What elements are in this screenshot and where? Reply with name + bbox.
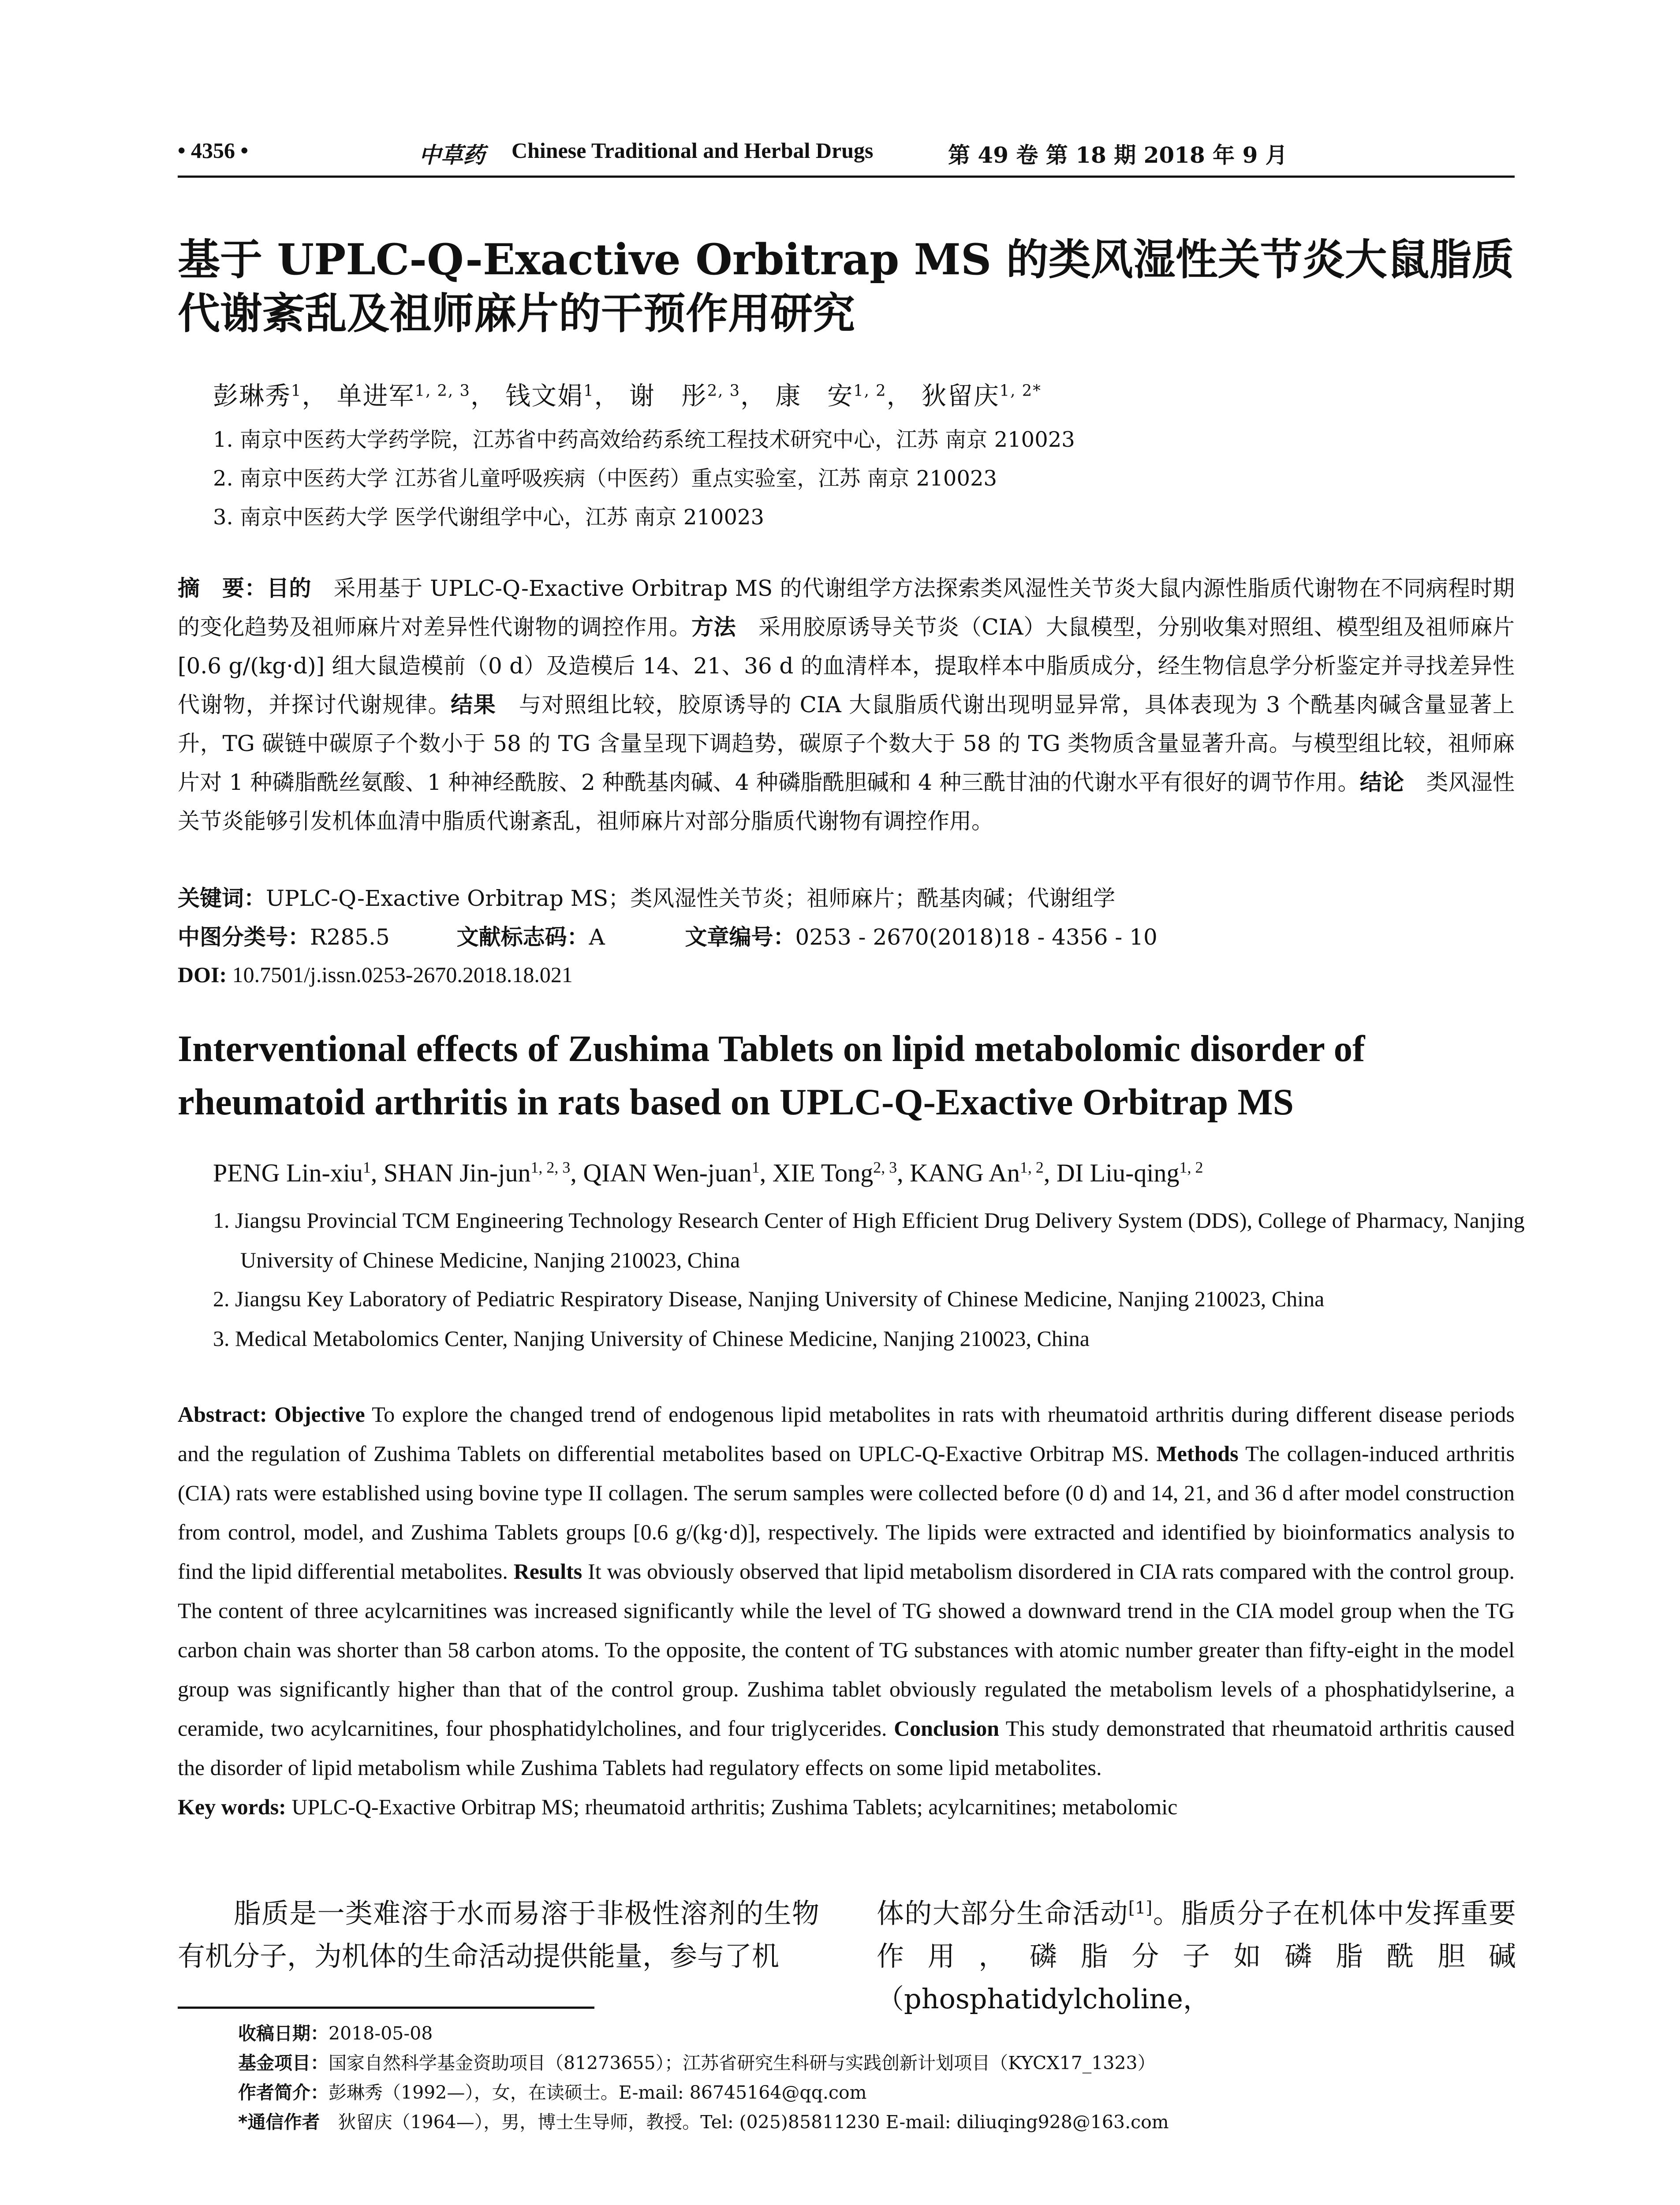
footnote-rule	[178, 2007, 594, 2009]
header-rule	[178, 176, 1515, 178]
affiliation-cn: 1. 南京中医药大学药学院，江苏省中药高效给药系统工程技术研究中心，江苏 南京 210023	[213, 427, 1075, 452]
footnote-received: 收稿日期：2018-05-08	[238, 2023, 433, 2044]
footnote-funding: 基金项目：国家自然科学基金资助项目（81273655）；江苏省研究生科研与实践创新计划项目（KYCX17_1323）	[238, 2052, 1156, 2074]
author-en: KANG An$^{1, 2}$	[910, 1159, 1044, 1187]
classification-line: 中图分类号：R285.5 文献标志码：A 文章编号：0253 - 2670(2018)18 - 4356 - 10	[178, 924, 1157, 950]
author-en: DI Liu-qing$^{1, 2}$	[1056, 1159, 1203, 1187]
doi: DOI: 10.7501/j.issn.0253-2670.2018.18.021	[178, 962, 573, 987]
journal-name-cn: 中草药	[419, 142, 485, 168]
affiliation-en: 1. Jiangsu Provincial TCM Engineering Technology Research Center of High Efficient Drug Delivery System (DDS), College of Pharmacy, Nanjing University of Chinese Medicine, Nanjing 210023, China	[213, 1208, 1525, 1272]
issue-info: 第 49 卷 第 18 期 2018 年 9 月	[948, 142, 1288, 168]
affiliation-en: 2. Jiangsu Key Laboratory of Pediatric Respiratory Disease, Nanjing University of Chinese Medicine, Nanjing 210023, China	[213, 1286, 1325, 1311]
author-en: XIE Tong$^{2, 3}$	[772, 1159, 897, 1187]
keywords-en: Key words: UPLC-Q-Exactive Orbitrap MS; rheumatoid arthritis; Zushima Tablets; acylcarnitines; metabolomic	[178, 1794, 1178, 1819]
author-en: QIAN Wen-juan$^1$	[583, 1159, 760, 1187]
abstract-cn: 摘 要：目的 采用基于 UPLC-Q-Exactive Orbitrap MS 的代谢组学方法探索类风湿性关节炎大鼠内源性脂质代谢物在不同病程时期的变化趋势及祖师麻片对差异性代谢物的调控作用。方法 采用胶原诱导关节炎（CIA）大鼠模型，分别收集对照组、模型组及祖师麻片 [0.6 g/(kg·d)] 组大鼠造模前（0 d）及造模后 14、21、36 d 的血清样本，提取样本中脂质成分，经生物信息学分析鉴定并寻找差异性代谢物，并探讨代谢规律。结果 与对照组比较，胶原诱导的 CIA 大鼠脂质代谢出现明显异常，具体表现为 3 个酰基肉碱含量显著上升，TG 碳链中碳原子个数小于 58 的 TG 含量呈现下调趋势，碳原子个数大于 58 的 TG 类物质含量显著升高。与模型组比较，祖师麻片对 1 种磷脂酰丝氨酸、1 种神经酰胺、2 种酰基肉碱、4 种磷脂酰胆碱和 4 种三酰甘油的代谢水平有很好的调节作用。结论 类风湿性关节炎能够引发机体血清中脂质代谢紊乱，祖师麻片对部分脂质代谢物有调控作用。	[178, 576, 1515, 834]
authors-cn: 彭琳秀$^1$， 单进军$^{1, 2, 3}$， 钱文娟$^1$， 谢 彤$^{2, 3}$， 康 安$^{1, 2}$， 狄留庆$^{1, 2*}$	[213, 381, 1042, 411]
keywords-cn: 关键词：UPLC-Q-Exactive Orbitrap MS；类风湿性关节炎；祖师麻片；酰基肉碱；代谢组学	[178, 886, 1116, 911]
abstract-en: Abstract: Objective To explore the changed trend of endogenous lipid metabolites in rats with rheumatoid arthritis during different disease periods and the regulation of Zushima Tablets on differential metabolites based on UPLC-Q-Exactive Orbitrap MS. Methods The collagen-induced arthritis (CIA) rats were established using bovine type II collagen. The serum samples were collected before (0 d) and 14, 21, and 36 d after model construction from control, model, and Zushima Tablets groups [0.6 g/(kg·d)], respectively. The lipids were extracted and identified by bioinformatics analysis to find the lipid differential metabolites. Results It was obviously observed that lipid metabolism disordered in CIA rats compared with the control group. The content of three acylcarnitines was increased significantly while the level of TG showed a downward trend in the CIA model group when the TG carbon chain was shorter than 58 carbon atoms. To the opposite, the content of TG substances with atomic number greater than fifty-eight in the model group was significantly higher than that of the control group. Zushima tablet obviously regulated the metabolism levels of a phosphatidylserine, a ceramide, two acylcarnitines, four phosphatidylcholines, and four triglycerides. Conclusion This study demonstrated that rheumatoid arthritis caused the disorder of lipid metabolism while Zushima Tablets had regulatory effects on some lipid metabolites. Key words: UPLC-Q-Exactive Orbitrap MS; rheumatoid arthritis; Zushima Tablets; acylcarnitines; metabolomic	[178, 1402, 1515, 1819]
page-number: • 4356 •	[178, 138, 249, 163]
footnote-corresponding: *通信作者 狄留庆（1964—），男，博士生导师，教授。Tel: (025)85811230 E-mail: diliuqing928@163.com	[238, 2112, 1169, 2133]
author-cn: 康 安$^{1, 2}$	[775, 381, 887, 411]
title-cn: 基于 UPLC-Q-Exactive Orbitrap MS 的类风湿性关节炎大鼠脂质代谢紊乱及祖师麻片的干预作用研究	[178, 235, 1514, 338]
authors-en: PENG Lin-xiu$^1$, SHAN Jin-jun$^{1, 2, 3}$, QIAN Wen-juan$^1$, XIE Tong$^{2, 3}$, KANG An$^{1, 2}$, DI Liu-qing$^{1, 2}$	[213, 1159, 1203, 1187]
affiliation-cn: 2. 南京中医药大学 江苏省儿童呼吸疾病（中医药）重点实验室，江苏 南京 210023	[213, 466, 997, 491]
author-cn: 狄留庆$^{1, 2*}$	[921, 381, 1042, 411]
author-cn: 彭琳秀$^1$	[213, 381, 302, 411]
affiliation-en: 3. Medical Metabolomics Center, Nanjing University of Chinese Medicine, Nanjing 210023, China	[213, 1326, 1090, 1351]
affiliation-cn: 3. 南京中医药大学 医学代谢组学中心，江苏 南京 210023	[213, 505, 765, 530]
footnote-author-bio: 作者简介：彭琳秀（1992—），女，在读硕士。E-mail: 86745164@qq.com	[238, 2082, 867, 2103]
author-cn: 钱文娟$^1$	[505, 381, 594, 411]
author-cn: 谢 彤$^{2, 3}$	[629, 381, 741, 411]
journal-name-en: Chinese Traditional and Herbal Drugs	[511, 138, 874, 163]
author-en: SHAN Jin-jun$^{1, 2, 3}$	[383, 1159, 571, 1187]
citation-ref[interactable]: [1]	[1128, 1898, 1153, 1918]
title-en: Interventional effects of Zushima Tablets on lipid metabolomic disorder of rheumatoid arthritis in rats based on UPLC-Q-Exactive Orbitrap MS	[178, 1028, 1365, 1123]
body-column-right: 体的大部分生命活动[1]。脂质分子在机体中发挥重要作用，磷脂分子如磷脂酰胆碱（phosphatidylcholine，	[877, 1897, 1516, 2015]
author-cn: 单进军$^{1, 2, 3}$	[336, 381, 470, 411]
author-en: PENG Lin-xiu$^1$	[213, 1159, 371, 1187]
body-column-left: 脂质是一类难溶于水而易溶于非极性溶剂的生物有机分子，为机体的生命活动提供能量，参与了机	[178, 1897, 819, 1972]
